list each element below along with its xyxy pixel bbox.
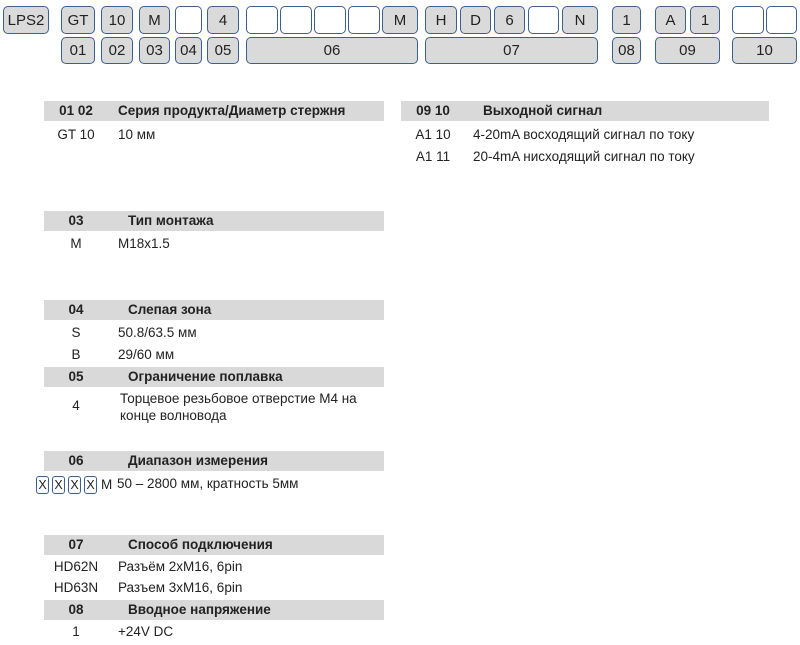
code-box-m: M xyxy=(382,6,418,34)
code-box-n: N xyxy=(562,6,598,34)
option-text: 50.8/63.5 мм xyxy=(118,325,197,340)
section-header-input-voltage xyxy=(44,600,384,620)
range-digit-box: X xyxy=(52,476,65,494)
range-digit-box: X xyxy=(68,476,81,494)
range-unit-suffix: M xyxy=(101,477,113,492)
option-code: GT 10 xyxy=(57,127,95,142)
section-code: 08 xyxy=(68,602,84,617)
code-box-h: H xyxy=(425,6,457,34)
code-box-empty xyxy=(314,6,346,34)
section-code: 01 02 xyxy=(59,103,93,118)
code-box-1b: 1 xyxy=(690,6,720,34)
section-title: Серия продукта/Диаметр стержня xyxy=(118,103,346,118)
section-title: Диапазон измерения xyxy=(128,453,269,468)
section-code: 07 xyxy=(68,537,84,552)
option-text: Разъем 3хM16, 6pin xyxy=(118,580,243,595)
code-box-empty xyxy=(175,6,202,34)
section-title: Выходной сигнал xyxy=(483,103,603,118)
section-title: Вводное напряжение xyxy=(128,602,271,617)
option-code: 1 xyxy=(72,624,80,639)
option-row xyxy=(44,127,384,145)
option-row xyxy=(44,390,384,426)
section-header-connection-type xyxy=(44,535,384,555)
option-row xyxy=(44,325,384,343)
option-row xyxy=(44,580,384,598)
option-row xyxy=(44,236,384,254)
option-text: 20-4mA нисходящий сигнал по току xyxy=(473,149,695,164)
position-box-08: 08 xyxy=(612,37,641,64)
section-header-series-diameter xyxy=(44,101,384,121)
section-header-output-signal xyxy=(401,101,769,121)
option-text: Торцевое резьбовое отверстие M4 на конце волновода xyxy=(120,391,357,423)
position-box-06: 06 xyxy=(246,37,418,64)
position-box-02: 02 xyxy=(101,37,133,64)
option-code: A1 11 xyxy=(415,149,451,164)
code-box-1: 1 xyxy=(612,6,641,34)
option-text: 10 мм xyxy=(118,127,156,142)
option-code: A1 10 xyxy=(415,127,451,142)
code-box-empty xyxy=(528,6,559,34)
code-box-empty xyxy=(280,6,312,34)
code-box-empty xyxy=(766,6,797,34)
option-text: Разъём 2хM16, 6pin xyxy=(118,559,243,574)
code-box-10: 10 xyxy=(101,6,133,34)
range-description: 50 – 2800 мм, кратность 5мм xyxy=(117,476,299,491)
section-title: Ограничение поплавка xyxy=(128,369,283,384)
option-text: 4-20mA восходящий сигнал по току xyxy=(473,127,695,142)
section-code: 04 xyxy=(68,302,84,317)
option-code: M xyxy=(70,236,82,251)
code-box-4: 4 xyxy=(207,6,239,34)
position-box-01: 01 xyxy=(61,37,95,64)
section-header-dead-zone xyxy=(44,300,384,320)
code-box-lps2: LPS2 xyxy=(3,6,49,34)
section-header-mounting-type xyxy=(44,211,384,231)
position-box-04: 04 xyxy=(175,37,202,64)
section-code: 05 xyxy=(68,369,84,384)
option-row xyxy=(44,624,384,642)
range-digit-box: X xyxy=(84,476,97,494)
section-title: Способ подключения xyxy=(128,537,273,552)
section-title: Слепая зона xyxy=(128,302,212,317)
option-row xyxy=(401,127,769,145)
option-code: 4 xyxy=(72,398,80,413)
option-code: HD63N xyxy=(53,580,99,595)
position-box-09: 09 xyxy=(655,37,720,64)
code-box-d: D xyxy=(460,6,491,34)
section-header-measuring-range xyxy=(44,451,384,471)
section-code: 09 10 xyxy=(416,103,450,118)
section-header-float-limit xyxy=(44,367,384,387)
option-text: M18x1.5 xyxy=(118,236,170,251)
section-code: 06 xyxy=(68,453,84,468)
option-code: S xyxy=(71,325,81,340)
code-box-m: M xyxy=(139,6,170,34)
code-box-a: A xyxy=(655,6,686,34)
position-box-10: 10 xyxy=(732,37,797,64)
option-row xyxy=(44,347,384,365)
option-row xyxy=(44,559,384,577)
code-box-6: 6 xyxy=(494,6,525,34)
section-title: Тип монтажа xyxy=(128,213,214,228)
option-code: HD62N xyxy=(53,559,99,574)
option-text: +24V DC xyxy=(118,624,174,639)
option-row xyxy=(401,149,769,167)
option-text: 29/60 мм xyxy=(118,347,175,362)
code-box-empty xyxy=(246,6,278,34)
position-box-07: 07 xyxy=(425,37,598,64)
code-box-gt: GT xyxy=(61,6,95,34)
option-code: B xyxy=(71,347,81,362)
position-box-05: 05 xyxy=(207,37,239,64)
section-code: 03 xyxy=(68,213,84,228)
range-digit-box: X xyxy=(36,476,49,494)
code-box-empty xyxy=(732,6,764,34)
position-box-03: 03 xyxy=(139,37,170,64)
code-box-empty xyxy=(348,6,380,34)
